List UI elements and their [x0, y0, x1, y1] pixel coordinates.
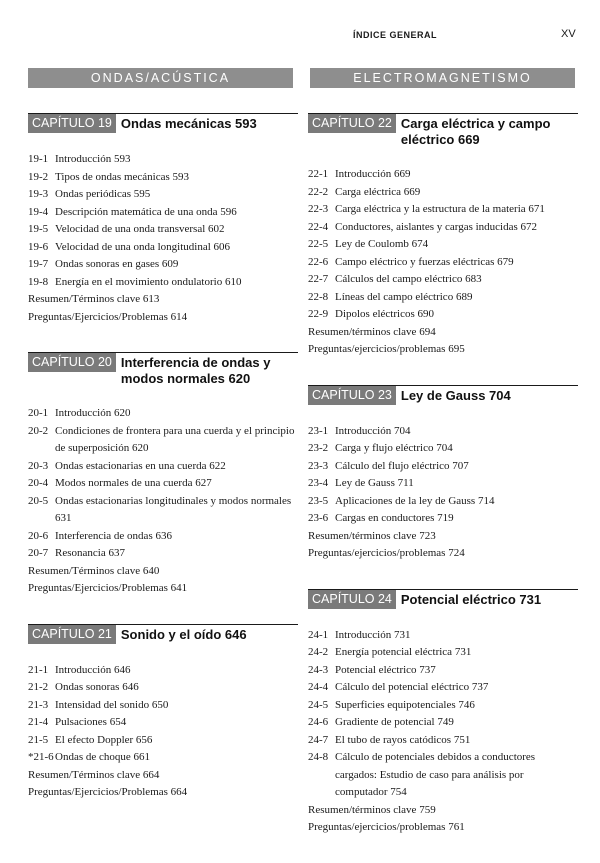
chapter-title[interactable]: Interferencia de ondas y modos normales 620 [120, 355, 271, 386]
toc-entry[interactable] [28, 679, 298, 697]
section-title: Gradiente de potencial 749 [335, 716, 454, 728]
section-title: Carga eléctrica y la estructura de la materia 671 [335, 203, 545, 215]
extra-title: Resumen/términos clave 694 [308, 325, 436, 338]
extra-title: Preguntas/ejercicios/problemas 695 [308, 343, 465, 355]
toc-entry[interactable] [28, 662, 298, 680]
section-number: 22-1 [308, 168, 329, 180]
section-title: Cálculos del campo eléctrico 683 [335, 273, 482, 285]
toc-entry[interactable] [28, 697, 298, 715]
toc-entry[interactable] [28, 151, 298, 169]
section-number: 24-2 [308, 646, 329, 658]
section-banner-ondas: ONDAS/ACÚSTICA [28, 68, 293, 88]
section-number: 22-8 [308, 290, 329, 303]
section-number: 19-3 [28, 188, 49, 200]
section-title: Tipos de ondas mecánicas 593 [55, 170, 190, 183]
toc-entry[interactable] [308, 732, 578, 750]
section-list [28, 151, 298, 326]
chapter-label: CAPÍTULO 21 [28, 625, 116, 644]
chapter-label: CAPÍTULO 20 [28, 353, 116, 372]
chapter-block [28, 352, 298, 598]
toc-entry[interactable] [28, 749, 298, 767]
section-title: Pulsaciones 654 [55, 716, 127, 728]
chapter-block [308, 113, 578, 359]
chapter-heading [28, 625, 298, 644]
section-number: 20-7 [28, 547, 49, 559]
section-title: Introducción 593 [55, 153, 131, 165]
toc-entry[interactable] [308, 306, 578, 324]
chapter-heading [308, 114, 578, 148]
section-number: 19-6 [28, 240, 49, 253]
toc-entry[interactable] [28, 239, 298, 257]
section-number: 19-8 [28, 275, 49, 288]
toc-entry[interactable] [308, 749, 578, 802]
chapter-block [28, 113, 298, 326]
section-title: Ondas de choque 661 [55, 751, 151, 763]
section-title: Ley de Gauss 711 [335, 477, 414, 489]
section-title: Ondas estacionarias en una cuerda 622 [55, 459, 226, 472]
left-column [28, 68, 298, 828]
toc-entry[interactable] [308, 644, 578, 662]
section-title: Líneas del campo eléctrico 689 [335, 290, 473, 303]
section-title: Modos normales de una cuerda 627 [55, 477, 212, 489]
toc-entry[interactable] [28, 528, 298, 546]
section-number: 21-3 [28, 698, 49, 711]
section-title: Ondas sonoras 646 [55, 681, 139, 693]
toc-entry[interactable] [308, 254, 578, 272]
section-title: Cálculo del potencial eléctrico 737 [335, 681, 489, 693]
toc-entry[interactable] [28, 204, 298, 222]
toc-extra-entry[interactable] [28, 291, 298, 309]
section-title: Ondas periódicas 595 [55, 188, 151, 200]
section-title: Conductores, aislantes y cargas inducidas 672 [335, 220, 538, 233]
section-number: 23-5 [308, 494, 329, 507]
section-title: Velocidad de una onda transversal 602 [55, 223, 225, 235]
extra-title: Preguntas/Ejercicios/Problemas 614 [28, 310, 188, 323]
section-number: 19-4 [28, 205, 49, 218]
page-number: XV [561, 28, 576, 40]
extra-title: Preguntas/Ejercicios/Problemas 664 [28, 786, 188, 798]
chapter-label: CAPÍTULO 23 [308, 386, 396, 405]
section-number: 20-1 [28, 407, 49, 419]
section-number: 23-3 [308, 459, 329, 472]
section-number: 24-6 [308, 716, 329, 728]
chapter-title[interactable]: Ley de Gauss 704 [400, 387, 511, 403]
toc-entry[interactable] [28, 458, 298, 476]
section-title: Ondas estacionarias longitudinales y modos normales 631 [55, 494, 292, 524]
section-number: 22-6 [308, 255, 329, 268]
section-title: El efecto Doppler 656 [55, 733, 153, 746]
section-number: 19-1 [28, 153, 49, 165]
section-number: 22-2 [308, 185, 329, 198]
section-number: 22-7 [308, 273, 329, 285]
toc-entry[interactable] [28, 256, 298, 274]
toc-entry[interactable] [308, 662, 578, 680]
toc-entry[interactable] [308, 289, 578, 307]
toc-entry[interactable] [308, 714, 578, 732]
left-chapter-list [28, 113, 298, 802]
section-list [308, 423, 578, 563]
toc-entry[interactable] [28, 475, 298, 493]
toc-entry[interactable] [308, 201, 578, 219]
extra-title: Resumen/Términos clave 640 [28, 564, 160, 577]
section-banner-electromagnetismo: ELECTROMAGNETISMO [310, 68, 575, 88]
section-title: Campo eléctrico y fuerzas eléctricas 679 [335, 255, 514, 268]
chapter-title[interactable]: Carga eléctrica y campo eléctrico 669 [400, 116, 551, 147]
toc-entry[interactable] [308, 236, 578, 254]
section-title: Cálculo del flujo eléctrico 707 [335, 459, 469, 472]
toc-extra-entry[interactable] [308, 819, 578, 837]
section-number: 24-1 [308, 628, 329, 641]
toc-entry[interactable] [28, 169, 298, 187]
extra-title: Preguntas/ejercicios/problemas 724 [308, 547, 465, 559]
section-title: Velocidad de una onda longitudinal 606 [55, 240, 231, 253]
toc-extra-entry[interactable] [308, 545, 578, 563]
chapter-heading [308, 590, 578, 609]
chapter-title[interactable]: Ondas mecánicas 593 [120, 116, 257, 131]
section-title: Introducción 669 [335, 168, 411, 180]
toc-extra-entry[interactable] [308, 802, 578, 820]
toc-entry[interactable] [308, 679, 578, 697]
toc-entry[interactable] [308, 423, 578, 441]
toc-extra-entry[interactable] [308, 341, 578, 359]
toc-entry[interactable] [308, 458, 578, 476]
section-number: 19-5 [28, 223, 49, 235]
section-number: 22-4 [308, 220, 329, 233]
section-title: Aplicaciones de la ley de Gauss 714 [335, 494, 495, 507]
toc-extra-entry[interactable] [28, 563, 298, 581]
extra-title: Resumen/Términos clave 613 [28, 293, 160, 305]
section-title: Introducción 731 [335, 628, 411, 641]
section-number: 24-8 [308, 751, 329, 763]
section-title: Introducción 704 [335, 424, 411, 437]
toc-entry[interactable] [308, 440, 578, 458]
section-number: 23-4 [308, 477, 329, 489]
section-number: 23-6 [308, 512, 329, 524]
section-title: Intensidad del sonido 650 [55, 698, 169, 711]
right-column [308, 68, 578, 863]
toc-entry[interactable] [28, 186, 298, 204]
section-number: 20-2 [28, 424, 49, 437]
section-number: 20-5 [28, 494, 49, 507]
section-list [28, 405, 298, 598]
section-number: 20-6 [28, 529, 49, 542]
toc-entry[interactable] [308, 166, 578, 184]
toc-entry[interactable] [28, 405, 298, 423]
toc-entry[interactable] [308, 219, 578, 237]
toc-extra-entry[interactable] [28, 767, 298, 785]
section-title: Potencial eléctrico 737 [335, 663, 436, 676]
section-number: 20-3 [28, 459, 49, 472]
extra-title: Preguntas/Ejercicios/Problemas 641 [28, 582, 188, 594]
toc-entry[interactable] [308, 697, 578, 715]
toc-entry[interactable] [28, 493, 298, 528]
right-chapter-list [308, 113, 578, 837]
section-title: Introducción 646 [55, 663, 131, 676]
section-number: 21-5 [28, 733, 49, 746]
section-number: 20-4 [28, 477, 49, 489]
toc-entry[interactable] [28, 221, 298, 239]
section-title: Ondas sonoras en gases 609 [55, 258, 179, 270]
section-title: Ley de Coulomb 674 [335, 238, 429, 250]
section-number: 23-2 [308, 442, 329, 454]
section-title: Energía en el movimiento ondulatorio 610 [55, 275, 242, 288]
toc-entry[interactable] [28, 274, 298, 292]
chapter-title[interactable]: Potencial eléctrico 731 [400, 591, 542, 607]
toc-entry[interactable] [308, 475, 578, 493]
running-head: ÍNDICE GENERAL [353, 30, 438, 40]
chapter-block [308, 589, 578, 837]
section-title: Cargas en conductores 719 [335, 512, 454, 524]
section-number: 24-5 [308, 698, 329, 711]
toc-extra-entry[interactable] [28, 309, 298, 327]
chapter-label: CAPÍTULO 19 [28, 114, 116, 133]
chapter-title[interactable]: Sonido y el oído 646 [120, 626, 247, 642]
section-number: 24-7 [308, 733, 329, 746]
chapter-heading [308, 386, 578, 405]
toc-entry[interactable] [308, 493, 578, 511]
toc-entry[interactable] [28, 714, 298, 732]
toc-extra-entry[interactable] [308, 528, 578, 546]
section-number: 19-2 [28, 170, 49, 183]
section-number: 21-4 [28, 716, 49, 728]
extra-title: Resumen/términos clave 759 [308, 803, 436, 816]
toc-extra-entry[interactable] [308, 324, 578, 342]
section-title: Introducción 620 [55, 407, 131, 419]
chapter-heading [28, 114, 298, 133]
section-title: Carga y flujo eléctrico 704 [335, 442, 453, 454]
toc-entry[interactable] [28, 423, 298, 458]
toc-entry[interactable] [308, 184, 578, 202]
toc-extra-entry[interactable] [28, 784, 298, 802]
section-title: Interferencia de ondas 636 [55, 529, 172, 542]
section-title: Descripción matemática de una onda 596 [55, 205, 237, 218]
toc-entry[interactable] [308, 271, 578, 289]
section-title: Dipolos eléctricos 690 [335, 308, 434, 320]
section-number: 21-1 [28, 663, 49, 676]
toc-extra-entry[interactable] [28, 580, 298, 598]
chapter-label: CAPÍTULO 24 [308, 590, 396, 609]
section-list [308, 166, 578, 359]
extra-title: Resumen/Términos clave 664 [28, 768, 160, 781]
toc-entry[interactable] [308, 510, 578, 528]
section-title: Energía potencial eléctrica 731 [335, 646, 472, 658]
section-number: *21-6 [28, 751, 54, 763]
extra-title: Resumen/términos clave 723 [308, 529, 436, 542]
chapter-label: CAPÍTULO 22 [308, 114, 396, 133]
section-list [308, 627, 578, 837]
section-number: 23-1 [308, 424, 329, 437]
section-list [28, 662, 298, 802]
chapter-heading [28, 353, 298, 387]
toc-entry[interactable] [28, 545, 298, 563]
section-number: 24-4 [308, 681, 329, 693]
section-title: Cálculo de potenciales debidos a conductores cargados: Estudio de caso para análisis por computador 754 [335, 751, 536, 798]
toc-entry[interactable] [28, 732, 298, 750]
section-number: 21-2 [28, 681, 49, 693]
section-title: Resonancia 637 [55, 547, 125, 559]
section-number: 19-7 [28, 258, 49, 270]
section-number: 22-5 [308, 238, 329, 250]
section-title: Superficies equipotenciales 746 [335, 698, 475, 711]
section-title: El tubo de rayos catódicos 751 [335, 733, 471, 746]
extra-title: Preguntas/ejercicios/problemas 761 [308, 821, 465, 833]
section-title: Condiciones de frontera para una cuerda y el principio de superposición 620 [55, 424, 295, 454]
section-number: 22-3 [308, 203, 329, 215]
section-title: Carga eléctrica 669 [335, 185, 421, 198]
chapter-block [308, 385, 578, 563]
chapter-block [28, 624, 298, 802]
section-number: 22-9 [308, 308, 329, 320]
toc-entry[interactable] [308, 627, 578, 645]
section-number: 24-3 [308, 663, 329, 676]
